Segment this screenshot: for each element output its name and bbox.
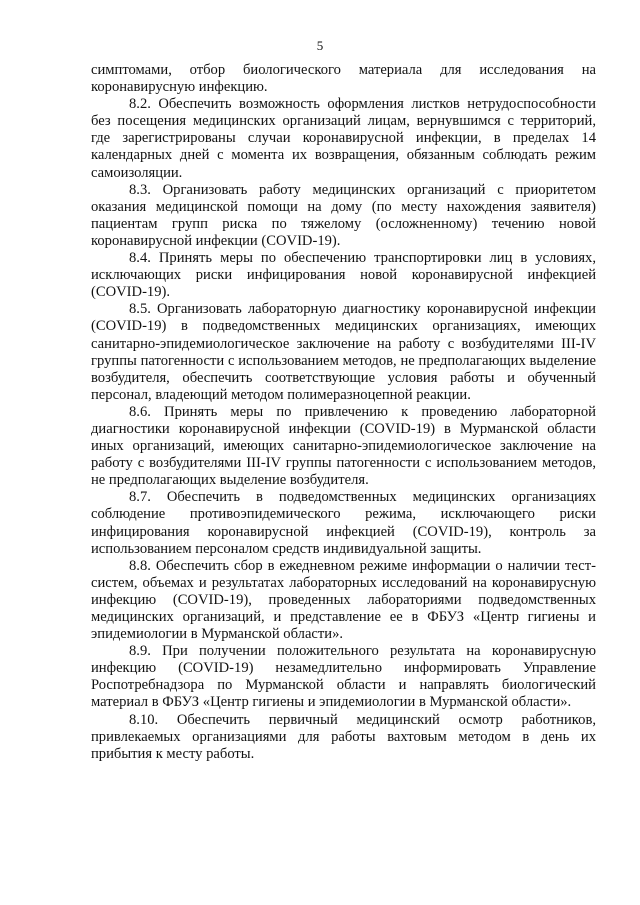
document-body (91, 62, 596, 763)
paragraph-8-2: 8.2. Обеспечить возможность оформления листков нетрудоспособности без посещения медицинских организаций лицам, вернувшимся с территорий, где зарегистрированы случаи коронавирусной инфекции, в пределах 14 календарных дней с момента их возвращения, обязанным соблюдать режим самоизоляции. (91, 96, 596, 181)
paragraph-8-8: 8.8. Обеспечить сбор в ежедневном режиме информации о наличии тест-систем, объемах и результатах лабораторных исследований на коронавирусную инфекцию (COVID-19), проведенных лабораториями подведомственных медицинских организаций, и представление ее в ФБУЗ «Центр гигиены и эпидемиологии в Мурманской области». (91, 557, 596, 643)
paragraph-8-5: 8.5. Организовать лабораторную диагностику коронавирусной инфекции (COVID-19) в подведомственных медицинских организациях, имеющих санитарно-эпидемиологическое заключение на работу с возбудителями III-IV группы патогенности с использованием методов, не предполагающих выделение возбудителя, обеспечить соответствующие условия работы и обученный персонал, владеющий методом полимеразноцепной реакции. (91, 301, 596, 403)
paragraph-continuation: симптомами, отбор биологического материала для исследования на коронавирусную инфекцию. (91, 62, 596, 96)
paragraph-8-9: 8.9. При получении положительного результата на коронавирусную инфекцию (COVID-19) незамедлительно информировать Управление Роспотребнадзора по Мурманской области и направлять биологический материал в ФБУЗ «Центр гигиены и эпидемиологии в Мурманской области». (91, 643, 596, 711)
paragraph-8-4: 8.4. Принять меры по обеспечению транспортировки лиц в условиях, исключающих риски инфицирования новой коронавирусной инфекцией (COVID-19). (91, 250, 596, 301)
paragraph-8-6: 8.6. Принять меры по привлечению к проведению лабораторной диагностики коронавирусной инфекции (COVID-19) в Мурманской области иных организаций, имеющих санитарно-эпидемиологическое заключение на работу с возбудителями III-IV группы патогенности с использованием методов, не предполагающих выделение возбудителя. (91, 403, 596, 489)
paragraph-8-7: 8.7. Обеспечить в подведомственных медицинских организациях соблюдение противоэпидемического режима, исключающего риски инфицирования коронавирусной инфекцией (COVID-19), контроль за использованием персоналом средств индивидуальной защиты. (91, 489, 596, 557)
page-number: 5 (316, 38, 324, 53)
paragraph-8-10: 8.10. Обеспечить первичный медицинский осмотр работников, привлекаемых организациями для работы вахтовым методом в день их прибытия к месту работы. (91, 711, 596, 762)
paragraph-8-3: 8.3. Организовать работу медицинских организаций с приоритетом оказания медицинской помощи на дому (по месту нахождения заявителя) пациентам групп риска по тяжелому (осложненному) течению новой коронавирусной инфекции (COVID-19). (91, 181, 596, 249)
